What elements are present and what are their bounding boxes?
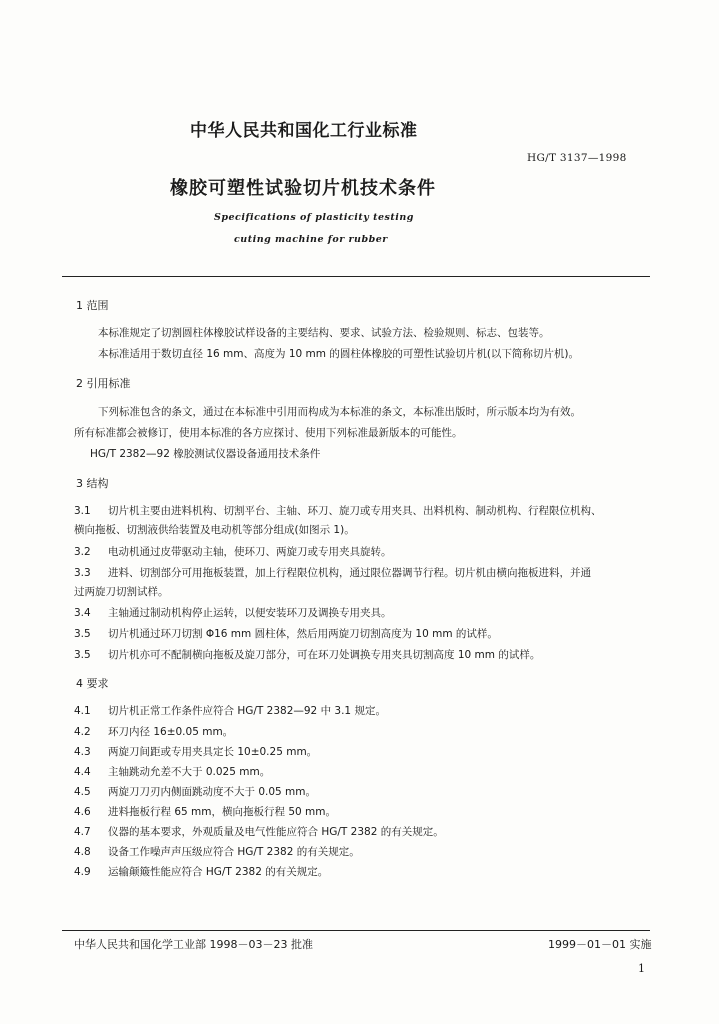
- clause-text: 主轴跳动允差不大于 0.025 mm。: [108, 766, 271, 778]
- section-2-heading: 2 引用标准: [76, 377, 131, 390]
- clause-number: 4.6: [74, 806, 91, 818]
- clause-number: 3.1: [74, 505, 91, 517]
- clause-number: 3.4: [74, 607, 91, 619]
- section-2-para-line-2: 所有标准都会被修订，使用本标准的各方应探讨、使用下列标准最新版本的可能性。: [74, 427, 463, 439]
- footer-divider: [62, 930, 650, 931]
- clause-number: 4.1: [74, 705, 91, 717]
- clause-number: 4.4: [74, 766, 91, 778]
- section-3-heading: 3 结构: [76, 477, 109, 490]
- clause-4-9: [74, 864, 328, 879]
- issuing-organization: 中华人民共和国化工行业标准: [190, 121, 418, 141]
- clause-3-1-cont: 横向拖板、切割液供给装置及电动机等部分组成(如图示 1)。: [74, 524, 355, 536]
- approval-statement: 中华人民共和国化学工业部 1998－03－23 批准: [74, 938, 313, 951]
- clause-4-1: [74, 703, 386, 718]
- clause-text: 主轴通过制动机构停止运转，以便安装环刀及调换专用夹具。: [108, 607, 392, 619]
- clause-number: 4.9: [74, 866, 91, 878]
- section-1-heading: 1 范围: [76, 299, 109, 312]
- clause-number: 4.7: [74, 826, 91, 838]
- clause-number: 3.5: [74, 649, 91, 661]
- clause-3-6: [74, 647, 540, 662]
- clause-3-3: [74, 565, 591, 580]
- effective-date: 1999－01－01 实施: [548, 938, 652, 951]
- section-2-reference: HG/T 2382—92 橡胶测试仪器设备通用技术条件: [90, 448, 321, 460]
- english-title-line1: Specifications of plasticity testing: [214, 212, 414, 223]
- section-1-para-1: 本标准规定了切割圆柱体橡胶试样设备的主要结构、要求、试验方法、检验规则、标志、包装等。: [98, 327, 550, 339]
- clause-text: 仪器的基本要求，外观质量及电气性能应符合 HG/T 2382 的有关规定。: [108, 826, 444, 838]
- clause-number: 4.3: [74, 746, 91, 758]
- clause-4-7: [74, 824, 444, 839]
- clause-3-3-cont: 过两旋刀切割试样。: [74, 586, 169, 598]
- section-1-para-2: 本标准适用于数切直径 16 mm、高度为 10 mm 的圆柱体橡胶的可塑性试验切片机(以下简称切片机)。: [98, 348, 580, 360]
- clause-4-2: [74, 724, 233, 739]
- clause-4-3: [74, 744, 317, 759]
- english-title-line2: cuting machine for rubber: [234, 234, 388, 245]
- clause-3-1: [74, 503, 602, 518]
- clause-3-4: [74, 605, 392, 620]
- clause-text: 两旋刀间距或专用夹具定长 10±0.25 mm。: [108, 746, 318, 758]
- clause-3-5: [74, 626, 498, 641]
- clause-text: 两旋刀刀刃内侧面跳动度不大于 0.05 mm。: [108, 786, 317, 798]
- clause-text: 切片机通过环刀切割 Φ16 mm 圆柱体，然后用两旋刀切割高度为 10 mm 的试样。: [108, 628, 498, 640]
- clause-text: 切片机主要由进料机构、切割平台、主轴、环刀、旋刀或专用夹具、出料机构、制动机构、行程限位机构、: [108, 505, 602, 517]
- clause-text: 切片机正常工作条件应符合 HG/T 2382—92 中 3.1 规定。: [108, 705, 386, 717]
- clause-number: 4.2: [74, 726, 91, 738]
- standard-code: HG/T 3137—1998: [527, 152, 627, 164]
- clause-text: 电动机通过皮带驱动主轴，使环刀、两旋刀或专用夹具旋转。: [108, 546, 392, 558]
- clause-text: 进料拖板行程 65 mm，横向拖板行程 50 mm。: [108, 806, 336, 818]
- clause-text: 设备工作噪声声压级应符合 HG/T 2382 的有关规定。: [108, 846, 360, 858]
- document-title: 橡胶可塑性试验切片机技术条件: [170, 178, 436, 199]
- clause-text: 进料、切割部分可用拖板装置，加上行程限位机构，通过限位器调节行程。切片机由横向拖板进料，并通: [108, 567, 591, 579]
- clause-text: 环刀内径 16±0.05 mm。: [108, 726, 234, 738]
- clause-4-8: [74, 844, 360, 859]
- header-divider: [62, 276, 650, 277]
- clause-number: 4.8: [74, 846, 91, 858]
- clause-text: 切片机亦可不配制横向拖板及旋刀部分，可在环刀处调换专用夹具切割高度 10 mm 的试样。: [108, 649, 541, 661]
- clause-number: 3.5: [74, 628, 91, 640]
- section-4-heading: 4 要求: [76, 677, 109, 690]
- clause-text: 运输颠簸性能应符合 HG/T 2382 的有关规定。: [108, 866, 329, 878]
- clause-4-4: [74, 764, 270, 779]
- clause-4-5: [74, 784, 316, 799]
- clause-number: 4.5: [74, 786, 91, 798]
- clause-number: 3.3: [74, 567, 91, 579]
- section-2-para-line-1: 下列标准包含的条文，通过在本标准中引用而构成为本标准的条文，本标准出版时，所示版本均为有效。: [98, 406, 581, 418]
- clause-number: 3.2: [74, 546, 91, 558]
- page-number: 1: [638, 962, 645, 975]
- clause-4-6: [74, 804, 336, 819]
- clause-3-2: [74, 544, 392, 559]
